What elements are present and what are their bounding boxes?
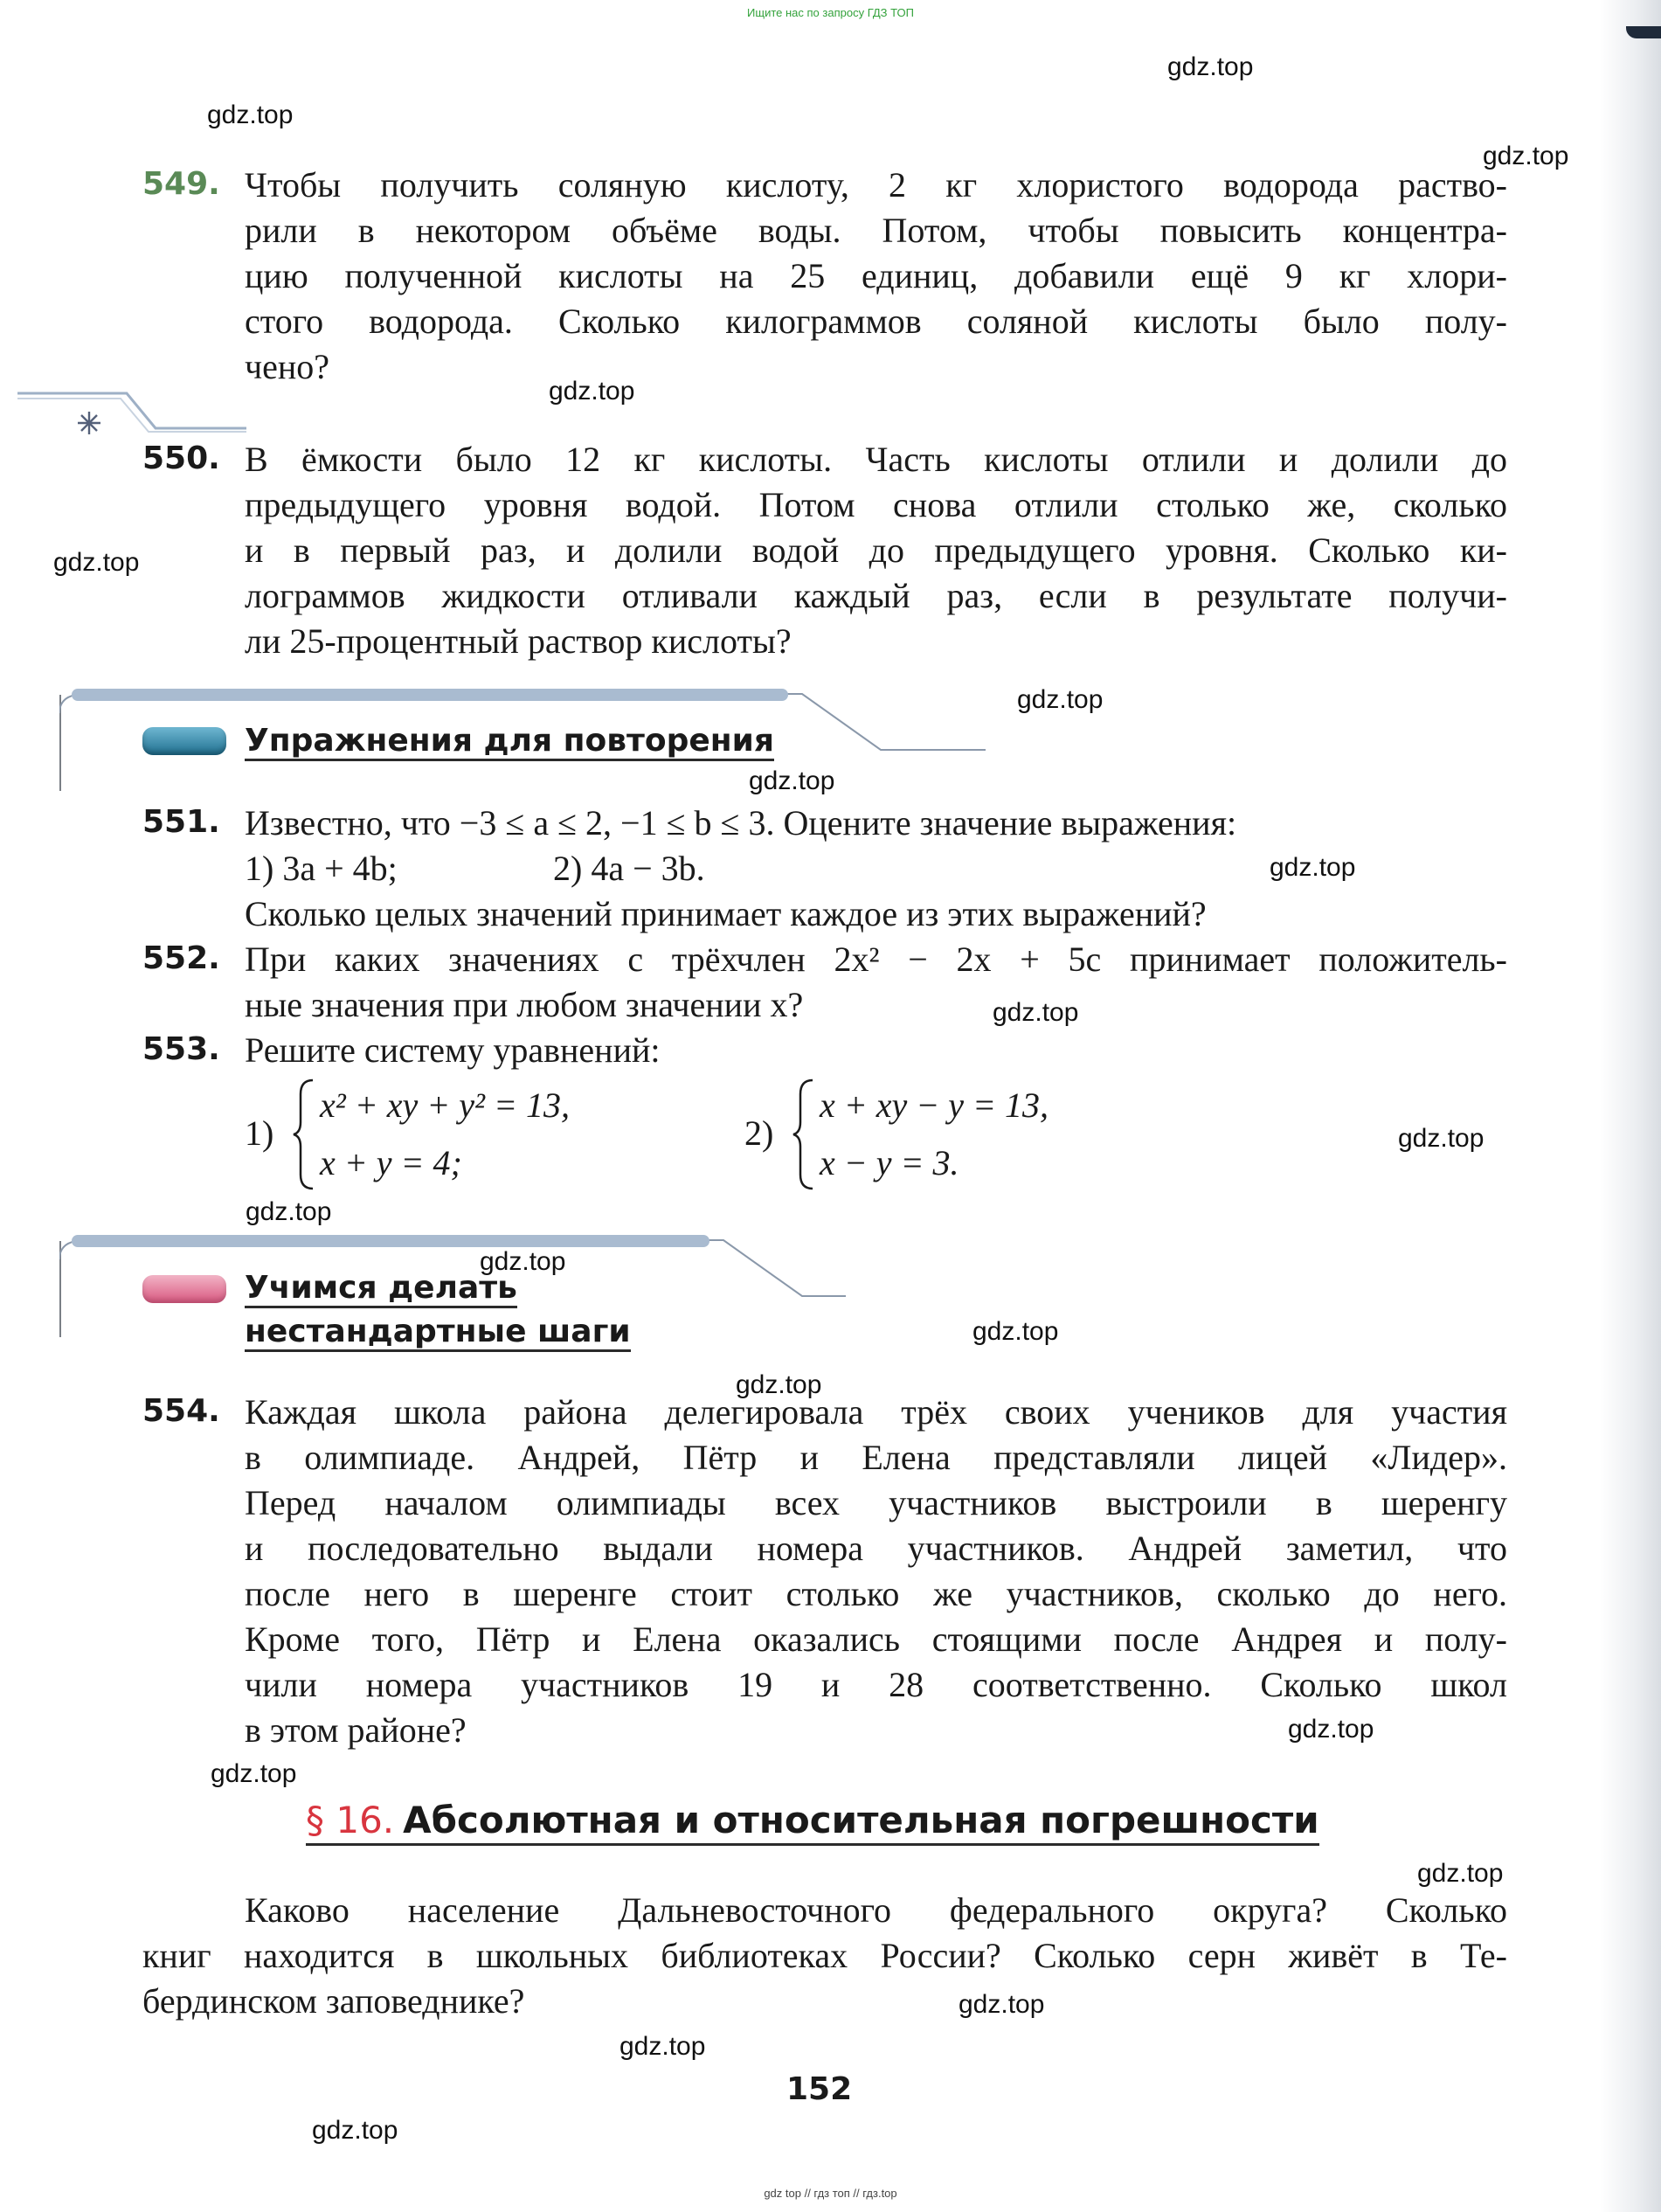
problem-549-line: чено? [245,347,330,386]
watermark: gdz.top [1017,685,1104,714]
watermark: gdz.top [53,548,140,577]
top-note: Ищите нас по запросу ГДЗ ТОП [747,6,914,19]
watermark: gdz.top [972,1317,1059,1346]
problem-551-item2: 2) 4a − 3b. [553,849,705,888]
problem-549-line: Чтобы получить соляную кислоту, 2 кг хлористого водорода раство- [245,165,1507,205]
watermark: gdz.top [736,1370,822,1399]
problem-554-line: Кроме того, Пётр и Елена оказались стоящими после Андрея и полу- [245,1619,1507,1659]
problem-550-line: В ёмкости было 12 кг кислоты. Часть кислоты отлили и долили до [245,440,1507,479]
review-section-icon [142,727,226,755]
watermark: gdz.top [993,998,1079,1027]
problem-number-550: 550. [142,440,220,476]
bottom-note: gdz top // гдз топ // гдз.top [764,2187,897,2200]
problem-550-line: предыдущего уровня водой. Потом снова отлили столько же, сколько [245,485,1507,524]
page-number: 152 [786,2071,853,2107]
intro-line: бердинском заповеднике? [142,1981,525,2021]
system-2-label: 2) [744,1113,774,1153]
problem-549-line: стого водорода. Сколько килограммов соляной кислоты было полу- [245,302,1507,341]
problem-549-line: рили в некотором объёме воды. Потом, чтобы повысить концентра- [245,211,1507,250]
system-1-equation-2: x + y = 4; [320,1143,462,1182]
system-2-equation-1: x + xy − y = 13, [820,1085,1049,1125]
problem-550-line: лограммов жидкости отливали каждый раз, если в результате получи- [245,576,1507,615]
nonstandard-section-icon [142,1275,226,1303]
watermark: gdz.top [207,101,294,129]
star-icon [78,412,100,434]
watermark: gdz.top [246,1197,332,1226]
problem-549-line: цию полученной кислоты на 25 единиц, добавили ещё 9 кг хлори- [245,256,1507,295]
corner-mark [1626,26,1661,38]
page-edge-shadow [1600,0,1661,2212]
problem-554-line: в этом районе? [245,1710,467,1750]
review-section-title: Упражнения для повторения [245,720,774,762]
system-1-brace [292,1077,318,1192]
problem-554-line: и последовательно выдали номера участников. Андрей заметил, что [245,1529,1507,1568]
system-1-equation-1: x² + xy + y² = 13, [320,1085,570,1125]
problem-number-551: 551. [142,804,220,840]
watermark: gdz.top [549,377,635,406]
problem-550-line: ли 25-процентный раствор кислоты? [245,621,792,661]
problem-number-554: 554. [142,1393,220,1429]
problem-552-line1: При каких значениях c трёхчлен 2x² − 2x + 5c принимает положитель- [245,940,1507,979]
problem-551-line1: Известно, что −3 ≤ a ≤ 2, −1 ≤ b ≤ 3. Оцените значение выражения: [245,803,1237,843]
watermark: gdz.top [619,2032,706,2061]
problem-554-line: Каждая школа района делегировала трёх своих учеников для участия [245,1392,1507,1432]
intro-line: Каково население Дальневосточного федерального округа? Сколько [245,1890,1507,1930]
system-2-brace [792,1077,818,1192]
nonstandard-section-title-line1: Учимся делать [245,1267,517,1309]
problem-554-line: после него в шеренге стоит столько же участников, сколько до него. [245,1574,1507,1613]
watermark: gdz.top [211,1759,297,1788]
problem-number-552: 552. [142,940,220,976]
problem-550-line: и в первый раз, и долили водой до предыдущего уровня. Сколько ки- [245,530,1507,570]
watermark: gdz.top [749,766,835,795]
system-2-equation-2: x − y = 3. [820,1143,959,1182]
problem-554-line: чили номера участников 19 и 28 соответственно. Сколько школ [245,1665,1507,1704]
problem-554-line: Перед началом олимпиады всех участников выстроили в шеренгу [245,1483,1507,1522]
paragraph-sign: § 16. [306,1799,395,1841]
watermark: gdz.top [959,1990,1045,2019]
watermark: gdz.top [1167,52,1254,81]
paragraph-title [306,1799,1319,1846]
problem-553-line1: Решите систему уравнений: [245,1030,661,1070]
watermark: gdz.top [1417,1859,1504,1888]
watermark: gdz.top [1288,1715,1374,1744]
intro-line: книг находится в школьных библиотеках России? Сколько серн живёт в Те- [142,1936,1507,1975]
problem-551-item1: 1) 3a + 4b; [245,849,398,888]
watermark: gdz.top [1270,853,1356,882]
paragraph-title-text: Абсолютная и относительная погрешности [403,1799,1319,1841]
problem-551-line3: Сколько целых значений принимает каждое из этих выражений? [245,894,1207,933]
problem-554-line: в олимпиаде. Андрей, Пётр и Елена представляли лицей «Лидер». [245,1438,1507,1477]
nonstandard-section-title-line2: нестандартные шаги [245,1311,631,1353]
watermark: gdz.top [312,2116,398,2145]
problem-552-line2: ные значения при любом значении x? [245,985,804,1024]
problem-number-553: 553. [142,1031,220,1067]
problem-number-549: 549. [142,166,220,202]
system-1-label: 1) [245,1113,274,1153]
watermark: gdz.top [1398,1124,1485,1153]
watermark: gdz.top [1483,142,1569,170]
watermark: gdz.top [480,1247,566,1276]
difficulty-star-marker [17,385,246,437]
